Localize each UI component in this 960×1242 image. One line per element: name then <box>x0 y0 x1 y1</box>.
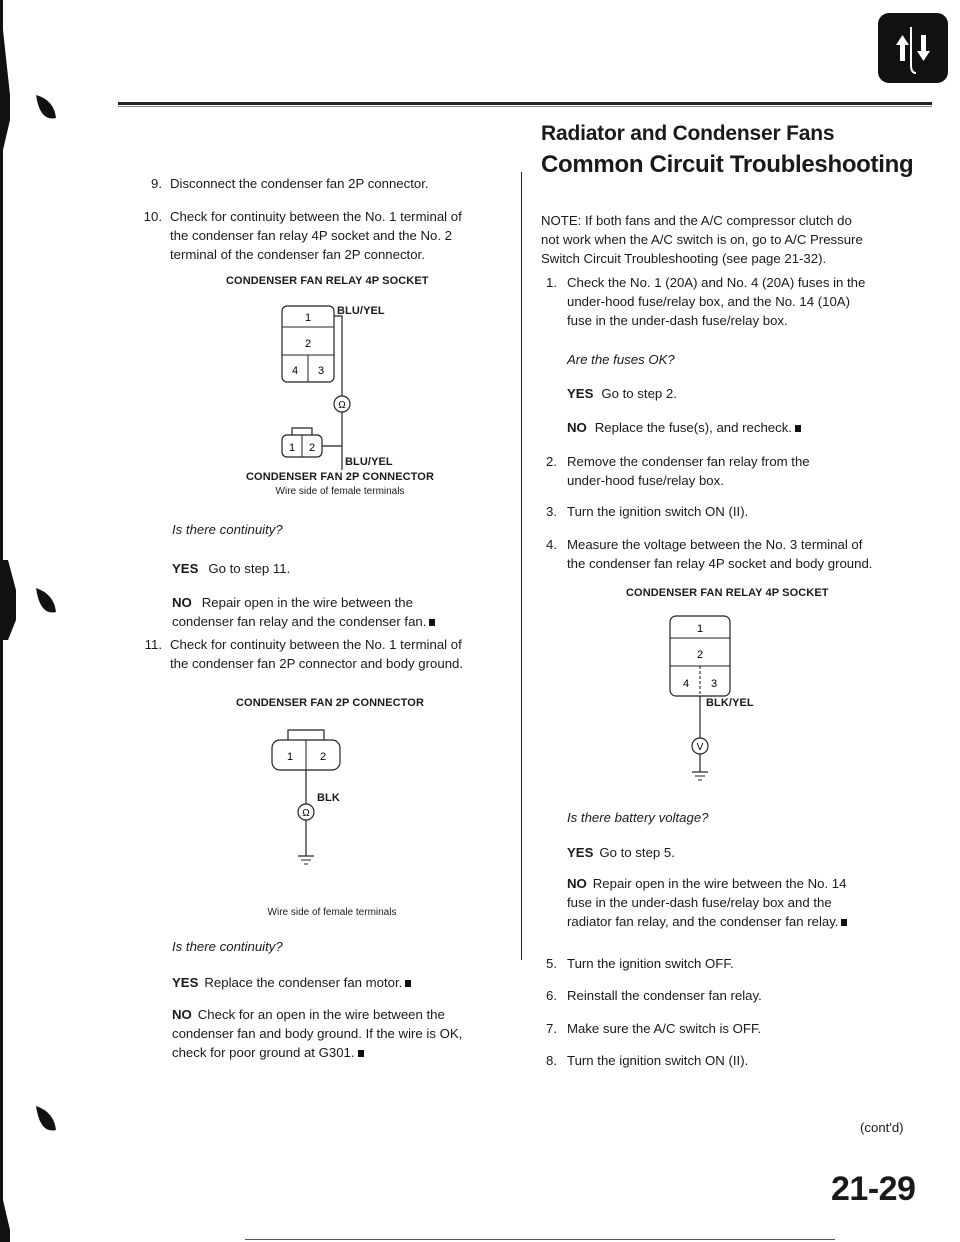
answer-no-2: NO Check for an open in the wire between the condenser fan and body ground. If the wire is OK, check for poor ground at G301. <box>172 1007 463 1060</box>
question-continuity-1: Is there continuity? <box>172 522 283 537</box>
answer-yes-fuses: YES Go to step 2. <box>567 386 677 401</box>
end-bullet-icon <box>405 980 411 987</box>
connector-caption: Wire side of female terminals <box>275 486 405 497</box>
relay-socket-diagram-left <box>270 300 410 480</box>
note: NOTE: If both fans and the A/C compressor clutch do not work when the A/C switch is on, go to A/C Pressure Switch Circuit Troubleshooting (see page 21-32). <box>541 213 863 266</box>
relay-socket-title: CONDENSER FAN RELAY 4P SOCKET <box>226 275 429 287</box>
section-tab-icon <box>878 13 948 83</box>
relay-pin-1: 1 <box>696 623 704 635</box>
connector-title: CONDENSER FAN 2P CONNECTOR <box>246 471 434 483</box>
relay-pin-2: 2 <box>696 649 704 661</box>
connector2-title: CONDENSER FAN 2P CONNECTOR <box>236 697 424 709</box>
connector2-pin-2: 2 <box>319 751 327 763</box>
svg-text:Ω: Ω <box>302 808 310 819</box>
question-continuity-2: Is there continuity? <box>172 939 283 954</box>
relay-pin-4: 4 <box>682 678 690 690</box>
answer-yes-2: YES Replace the condenser fan motor. <box>172 973 411 992</box>
wire-color-bottom: BLU/YEL <box>345 456 393 468</box>
page-title-line1: Radiator and Condenser Fans <box>541 122 835 145</box>
connector-pin-1: 1 <box>288 442 296 454</box>
answer-yes-voltage: YES Go to step 5. <box>567 845 675 860</box>
question-voltage: Is there battery voltage? <box>567 810 709 825</box>
end-bullet-icon <box>429 619 435 626</box>
relay-pin-3: 3 <box>710 678 718 690</box>
header-rule <box>118 102 932 105</box>
end-bullet-icon <box>841 919 847 926</box>
wire-color-blk-yel: BLK/YEL <box>706 697 754 709</box>
answer-no-fuses: NO Replace the fuse(s), and recheck. <box>567 418 801 437</box>
page-number: 21-29 <box>831 1170 916 1208</box>
relay-pin-4: 4 <box>291 365 299 377</box>
header-rule-thin <box>118 106 932 107</box>
relay-socket-title-right: CONDENSER FAN RELAY 4P SOCKET <box>626 587 829 599</box>
end-bullet-icon <box>795 425 801 432</box>
answer-no-voltage: NO Repair open in the wire between the No. 14 fuse in the under-dash fuse/relay box and the radiator fan relay, and the condenser fan relay. <box>567 876 847 929</box>
binder-edge-marks <box>0 0 72 1242</box>
answer-no-1: NO Repair open in the wire between the condenser fan relay and the condenser fan. <box>172 593 502 631</box>
relay-pin-2: 2 <box>304 338 312 350</box>
relay-pin-1: 1 <box>304 312 312 324</box>
answer-yes-1: YES Go to step 11. <box>172 561 291 576</box>
relay-pin-3: 3 <box>317 365 325 377</box>
wire-color-top: BLU/YEL <box>337 305 385 317</box>
question-fuses: Are the fuses OK? <box>567 352 675 367</box>
footer-rule <box>245 1239 835 1240</box>
svg-text:Ω: Ω <box>338 400 346 411</box>
connector2-caption: Wire side of female terminals <box>267 907 397 918</box>
wire-color-blk: BLK <box>317 792 340 804</box>
end-bullet-icon <box>358 1050 364 1057</box>
connector-pin-2: 2 <box>308 442 316 454</box>
column-divider <box>521 172 522 960</box>
connector2-pin-1: 1 <box>286 751 294 763</box>
svg-text:V: V <box>696 742 704 753</box>
page-title-line2: Common Circuit Troubleshooting <box>541 151 914 178</box>
continued-label: (cont'd) <box>860 1120 904 1135</box>
